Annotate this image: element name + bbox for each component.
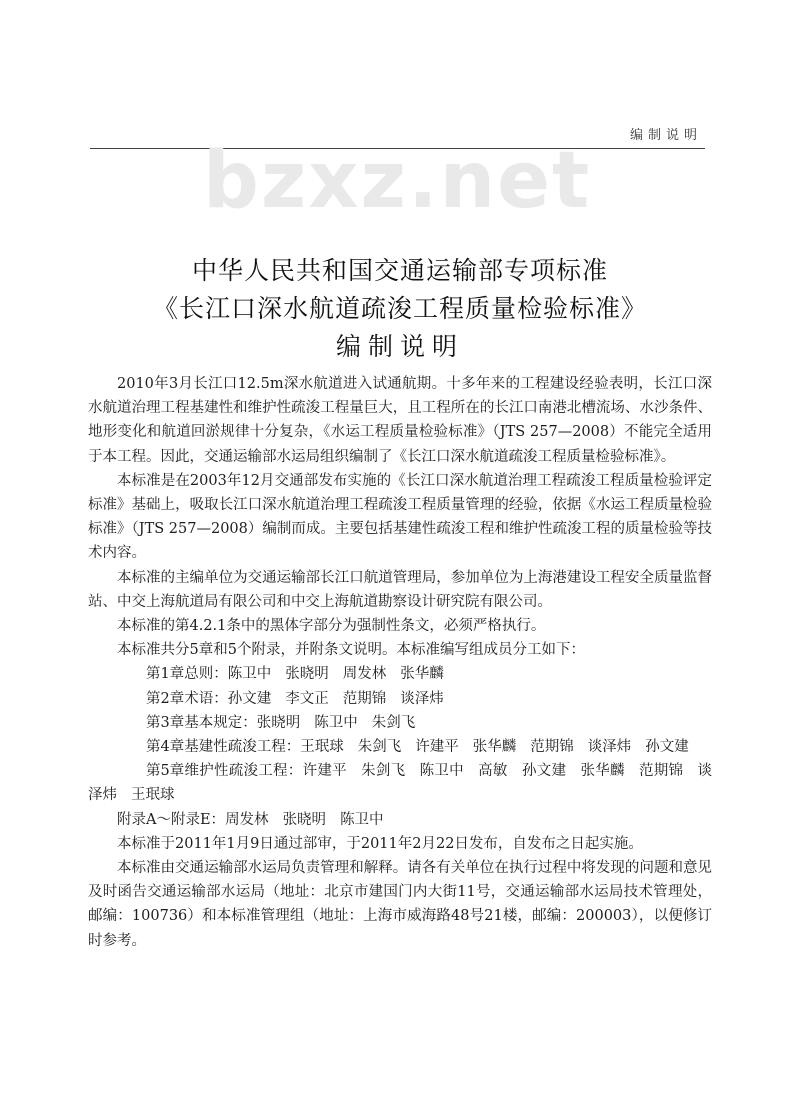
paragraph-background: 2010年3月长江口12.5m深水航道进入试通航期。十多年来的工程建设经验表明，长江口深水航道治理工程基建性和维护性疏浚工程量巨大，且工程所在的长江口南港北槽流场、水沙条件、地形变化和航道回淤规律十分复杂，《水运工程质量检验标准》（JTS 257—2008）不能完全适用于本工程。因此，交通运输部水运局组织编制了《长江口深水航道疏浚工程质量检验标准》。 — [88, 376, 712, 465]
chapter-line: 第3章基本规定：张晓明 陈卫中 朱剑飞 — [146, 714, 416, 731]
body-text — [88, 372, 712, 953]
title-line-1: 中华人民共和国交通运输部专项标准 — [191, 256, 608, 285]
paragraph-contact: 本标准由交通运输部水运局负责管理和解释。请各有关单位在执行过程中将发现的问题和意见及时函告交通运输部水运局（地址：北京市建国门内大街11号，交通运输部水运局技术管理处，邮编：100736）和本标准管理组（地址：上海市威海路48号21楼，邮编：200003），以便修订时参考。 — [88, 860, 712, 949]
document-title — [0, 252, 800, 366]
title-line-3: 编制说明 — [335, 332, 464, 361]
title-line-2: 《长江口深水航道疏浚工程质量检验标准》 — [152, 294, 647, 323]
running-head: 编制说明 — [629, 128, 702, 143]
paragraph-structure: 本标准共分5章和5个附录，并附条文说明。本标准编写组成员分工如下： — [117, 642, 585, 659]
paragraph-basis: 本标准是在2003年12月交通部发布实施的《长江口深水航道治理工程疏浚工程质量检验评定标准》基础上，吸取长江口深水航道治理工程疏浚工程质量管理的经验，依据《水运工程质量检验标准》（JTS 257—2008）编制而成。主要包括基建性疏浚工程和维护性疏浚工程的质量检验等技术内容。 — [88, 472, 712, 562]
paragraph-release: 本标准于2011年1月9日通过部审，于2011年2月22日发布，自发布之日起实施。 — [117, 835, 643, 852]
chapter-line: 第2章术语：孙文建 李文正 范期锦 谈泽炜 — [146, 690, 444, 707]
appendix-line: 附录A～附录E：周发林 张晓明 陈卫中 — [117, 811, 384, 828]
paragraph-units: 本标准的主编单位为交通运输部长江口航道管理局，参加单位为上海港建设工程安全质量监督站、中交上海航道局有限公司和中交上海航道勘察设计研究院有限公司。 — [88, 569, 712, 610]
paragraph-mandatory: 本标准的第4.2.1条中的黑体字部分为强制性条文，必须严格执行。 — [117, 618, 546, 635]
chapter-line: 第4章基建性疏浚工程：王珉球 朱剑飞 许建平 张华麟 范期锦 谈泽炜 孙文建 — [146, 739, 689, 756]
chapter-line: 第1章总则：陈卫中 张晓明 周发林 张华麟 — [146, 666, 444, 683]
watermark: bzxz.net — [203, 136, 592, 226]
chapter-line: 第5章维护性疏浚工程：许建平 朱剑飞 陈卫中 高敏 孙文建 张华麟 范期锦 谈泽炜 王珉球 — [88, 763, 713, 804]
